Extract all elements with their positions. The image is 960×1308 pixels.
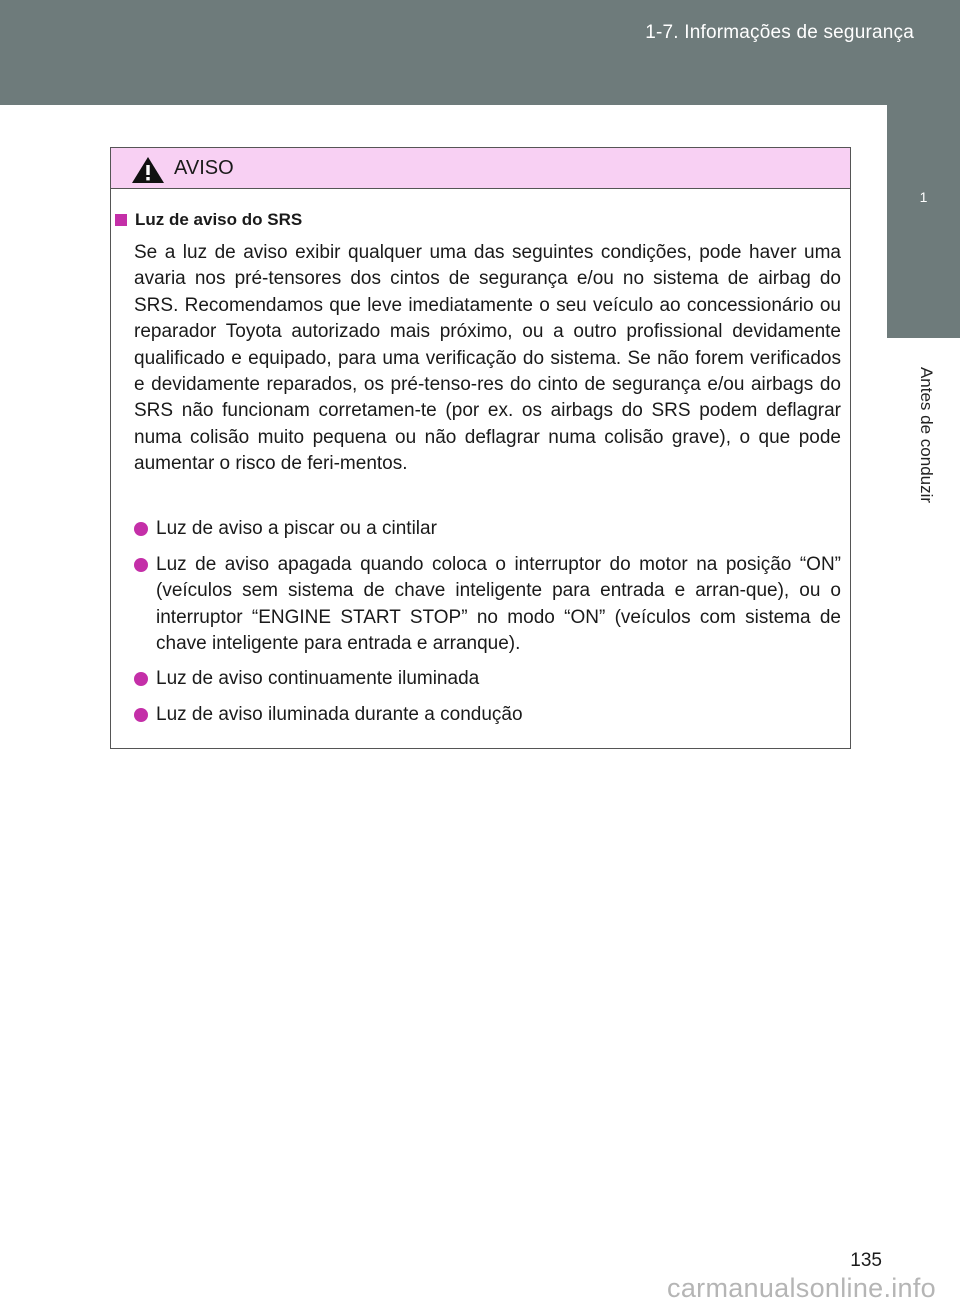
round-bullet-icon — [134, 708, 148, 722]
chapter-tab — [887, 105, 960, 338]
section-title — [115, 210, 302, 230]
chapter-label — [913, 350, 939, 520]
warning-label: AVISO — [174, 157, 234, 179]
watermark: carmanualsonline.info — [667, 1273, 936, 1303]
round-bullet-icon — [134, 672, 148, 686]
list-item — [134, 516, 841, 542]
list-item — [134, 702, 841, 728]
section-header-title: 1-7. Informações de segurança — [645, 22, 914, 43]
list-item — [134, 552, 841, 658]
round-bullet-icon — [134, 522, 148, 536]
list-item-text: Luz de aviso iluminada durante a condução — [156, 704, 523, 725]
warning-triangle-icon — [131, 156, 165, 184]
header-band — [0, 0, 960, 105]
page-number: 135 — [850, 1250, 882, 1271]
warning-box — [110, 147, 851, 749]
chapter-label-text: Antes de conduzir — [917, 366, 936, 504]
section-title-text: Luz de aviso do SRS — [135, 210, 303, 229]
list-item-text: Luz de aviso a piscar ou a cintilar — [156, 518, 437, 539]
list-item-text: Luz de aviso continuamente iluminada — [156, 668, 480, 689]
list-item-text: Luz de aviso apagada quando coloca o interruptor do motor na posição “ON” (veículos sem sistema de chave inteligente para entrada e arran-que), ou o interruptor “ENGINE START STOP” no modo “ON” (veículos com sistema de chave inteligente para entrada e arranque). — [156, 554, 841, 655]
round-bullet-icon — [134, 558, 148, 572]
warning-paragraph: Se a luz de aviso exibir qualquer uma das seguintes condições, pode haver uma avaria nos pré-tensores dos cintos de segurança e/ou no sistema de airbag do SRS. Recomendamos que leve imediatamente o seu veículo ao concessionário ou reparador Toyota autorizado mais próximo, ou a outro profissional devidamente qualificado e equipado, para uma verificação do sistema. Se não forem verificados e devidamente reparados, os pré-tenso-res do cinto de segurança e/ou airbags do SRS não funcionam corretamen-te (por ex. os airbags do SRS podem deflagrar numa colisão muito pequena ou não deflagrar numa colisão grave), o que pode aumentar o risco de feri-mentos. — [134, 242, 841, 475]
list-item — [134, 666, 841, 692]
warning-header — [111, 148, 850, 189]
square-bullet-icon — [115, 214, 127, 226]
chapter-number: 1 — [919, 189, 928, 205]
